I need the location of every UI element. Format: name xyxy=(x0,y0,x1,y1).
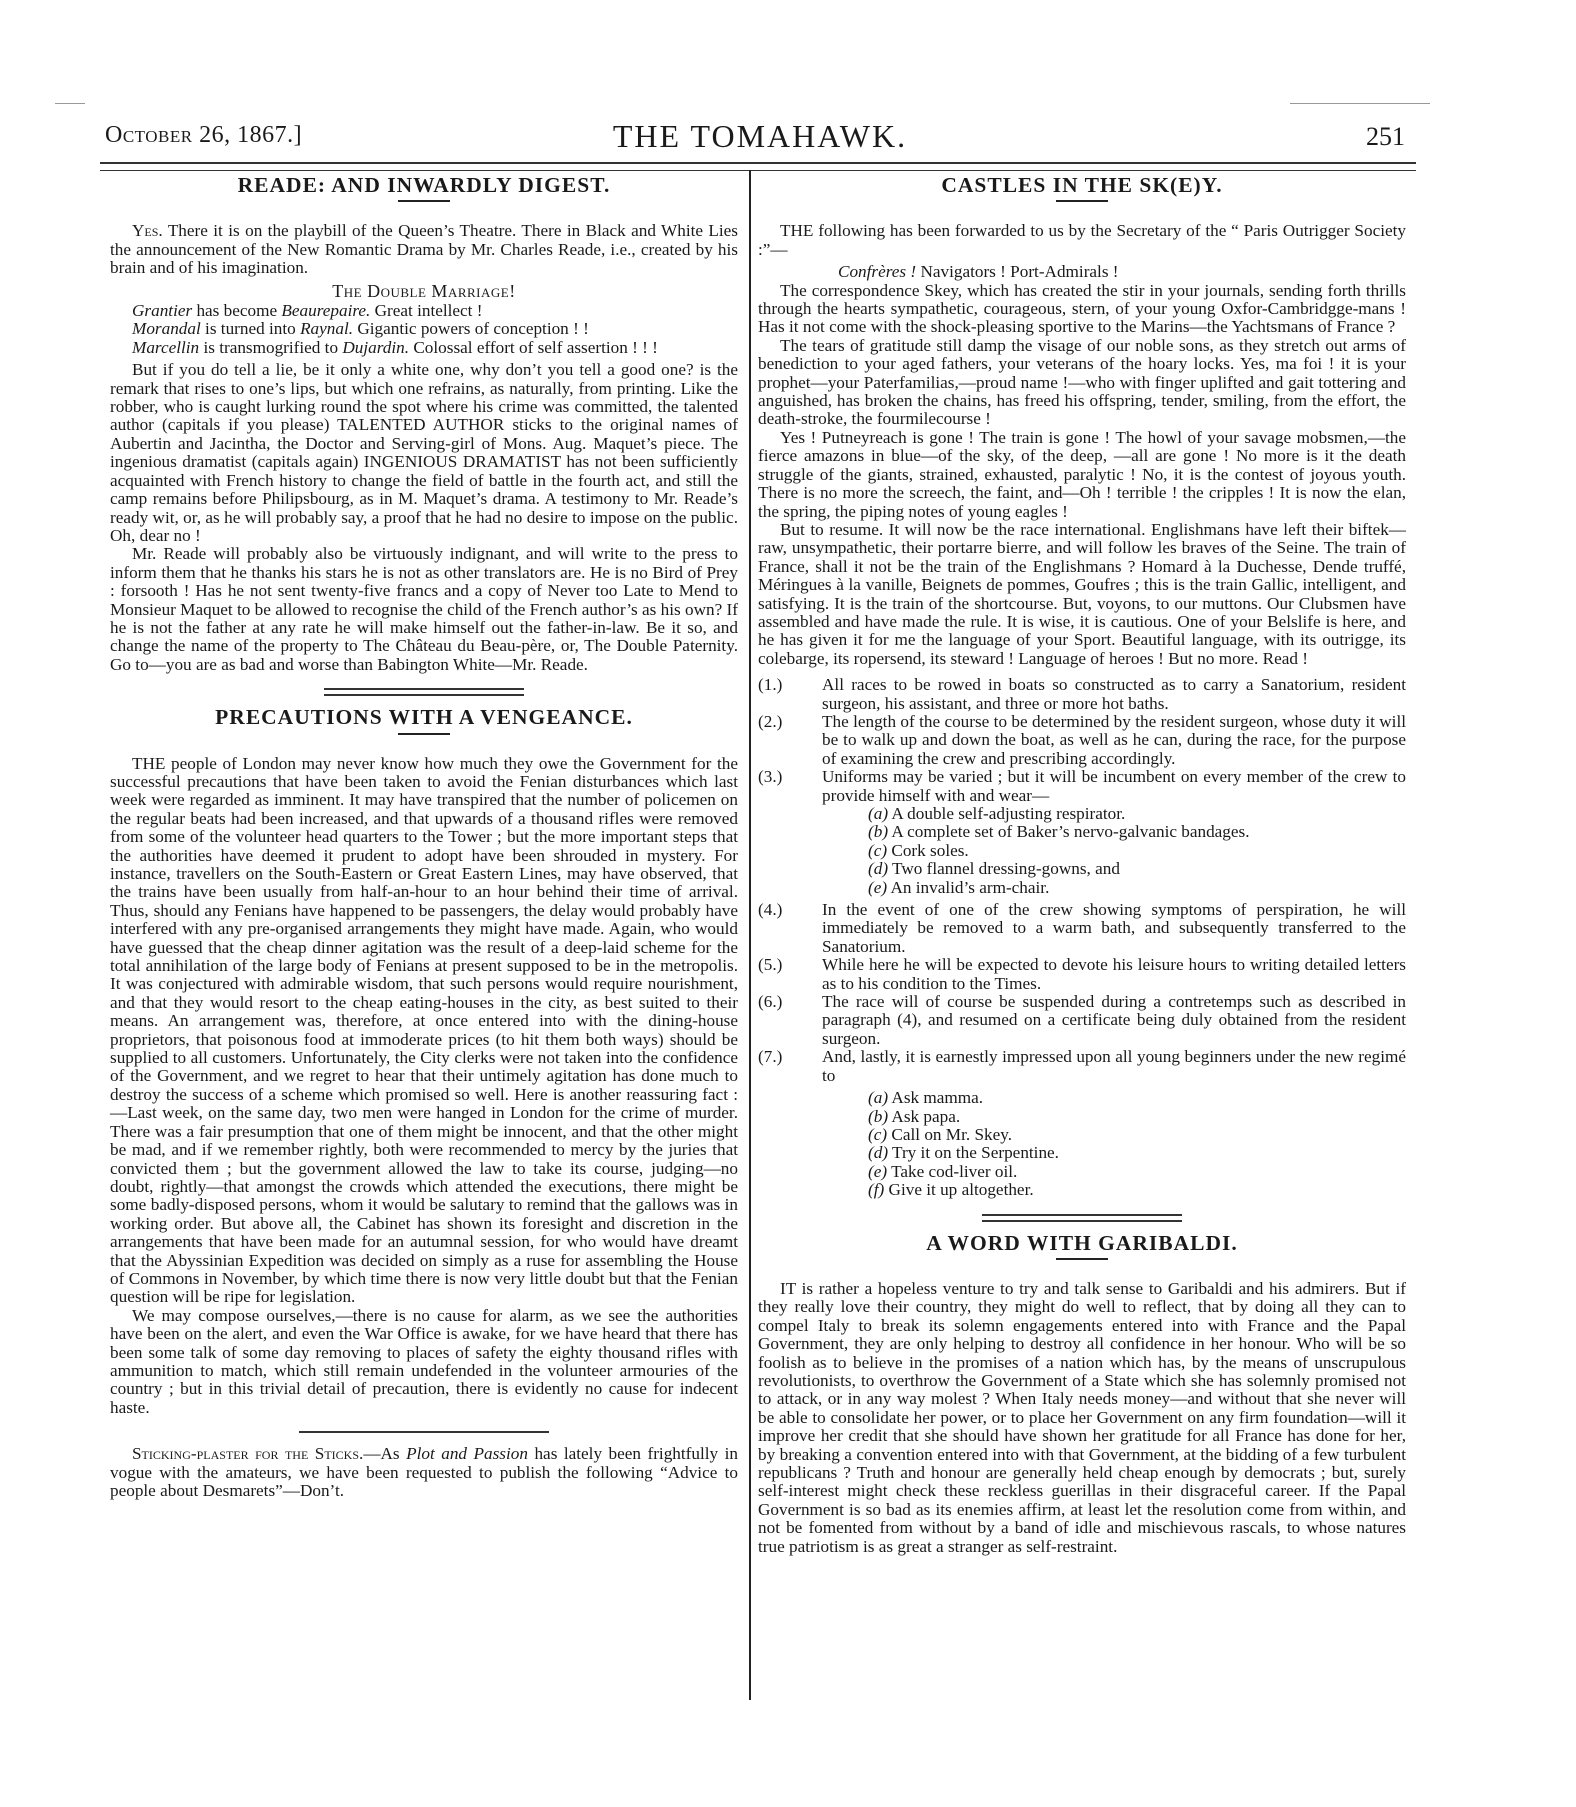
article-separator xyxy=(982,1214,1182,1222)
article-headline: READE: AND INWARDLY DIGEST. xyxy=(237,173,611,197)
article-paragraph: Mr. Reade will probably also be virtuously indignant, and will write to the press to inform them that he thanks his stars he is not as other translators are. He is no Bird of Prey : forsooth ! Has he not sent twenty-five francs and a copy of Never too Late to Mend to Monsieur Maquet to be allowed to recognise the child of the French author’s as his own? If he is not the father at any rate he will make himself out the father-in-law. Be it so, and change the name of the property to The Château du Beau-père, or, The Double Paternity. Go to—you are as bad and worse than Babington White—Mr. Reade. xyxy=(110,544,738,674)
scan-edge-mark xyxy=(55,103,85,104)
rule-item: (3.) Uniforms may be varied ; but it will be incumbent on every member of the crew to provide himself with and wear— xyxy=(758,767,1406,805)
sub-item: (b) A complete set of Baker’s nervo-galvanic bandages. xyxy=(868,822,1250,842)
rule-item: (6.) The race will of course be suspended during a contretemps such as described in paragraph (4), and resumed on a certificate being duly obtained from the resident surgeon. xyxy=(758,992,1406,1048)
masthead xyxy=(105,118,1415,158)
article-sticking-plaster xyxy=(110,1445,738,1500)
article-headline: PRECAUTIONS WITH A VENGEANCE. xyxy=(215,705,633,730)
rule-item: (2.) The length of the course to be determined by the resident surgeon, whose duty it will be to walk up and down the boat, as well as he can, during the race, for the purpose of examining the crew and prescribing accordingly. xyxy=(758,711,1406,768)
sub-item: (a) A double self-adjusting respirator. xyxy=(868,804,1126,823)
sub-item: (d) Try it on the Serpentine. xyxy=(868,1143,1059,1163)
article-separator xyxy=(299,1431,549,1433)
sub-item: (c) Call on Mr. Skey. xyxy=(868,1124,1013,1144)
scan-edge-mark xyxy=(1290,103,1430,104)
rules-list xyxy=(758,676,1406,1199)
article-paragraph: IT is rather a hopeless venture to try and talk sense to Garibaldi and his admirers. But if they really love their country, they might do well to reflect, that by doing all they can to compel Italy to break its solemn engagements entered into with France and the Papal Government, they are only helping to destroy all confidence in her honour. Who will be so foolish as to believe in the promises of a nation which has, by the means of unscrupulous revolutionists, to overthrow the Government of a State which she has solemnly promised not to attack, or in any way molest ? When Italy needs money—and without that she never will be able to consolidate her power, or to place her Government on any firm foundation—will it improve her credit that she should have shown her gratitude for all France has done for her, by breaking a convention entered into with that Government, at the bidding of a few turbulent republicans ? Truth and honour are generally held cheap enough by democrats ; but, surely self-interest might check these reckless guerillas in their disgraceful career. If the Papal Government is so bad as its enemies affirm, at least let the resolution come from within, and not be fomented from without by a band of idle and mischievous rascals, to whose natures true patriotism is as great a stranger as self-restraint. xyxy=(758,1278,1406,1556)
subheading: The Double Marriage! xyxy=(332,280,516,301)
sub-item: (f) Give it up altogether. xyxy=(868,1180,1034,1200)
article-paragraph: THE people of London may never know how much they owe the Government for the successful precautions that have been taken to avoid the Fenian disturbances which last week were regarded as imminent. It may have transpired that the number of policemen on the regular beats had been increased, and that upwards of a thousand rifles were removed from some of the volunteer head quarters to the Tower ; but the more important steps that the authorities have deemed it prudent to adopt have been shrouded in mystery. For instance, travellers on the South-Eastern or Great Eastern Lines, may have observed, that the trains have been usually from half-an-hour to an hour behind their time of arrival. Thus, should any Fenians have happened to be passengers, the delay would probably have interfered with any pre-organised arrangements they might have made. Again, who would have guessed that the cheap dinner agitation was the result of a deep-laid scheme for the total annihilation of the large body of Fenians at present supposed to be in the metropolis. It was conjectured with admirable wisdom, that such persons would require nourishment, and that they would resort to the cheap eating-houses in the city, as best suited to their means. An arrangement was, therefore, at once entered into with the dining-house proprietors, that poisonous food at immoderate prices (to hit them both ways) should be supplied to all customers. Unfortunately, the City clerks were not taken into the confidence of the Government, and we regret to hear that their untimely agitation has done much to destroy the success of a scheme which promised so well. Here is another reassuring fact :—Last week, on the same day, two men were hanged in London for the crime of murder. There was a fair presumption that one of them might be innocent, and that the other might be mad, and if we remember rightly, both were recommended to mercy by the juries that convicted them ; but the government allowed the law to take its course, judging—no doubt, rightly—that amongst the crowds which attended the executions, there might be some badly-disposed persons, whom it would be salutary to remind that the gallows was in working order. But above all, the Cabinet has shown its foresight and discretion in the arrangements that have been made for an autumnal session, for who would have dreamt that the Abyssinian Expedition was decided on simply as a ruse for assembling the House of Commons in November, by which time there is now very little doubt but that the Fenian question will be ripe for legislation. xyxy=(110,753,738,1307)
article-intro: THE following has been forwarded to us by the Secretary of the “ Paris Outrigger Society :”— xyxy=(758,221,1406,259)
column-divider xyxy=(749,170,751,1700)
article-precautions xyxy=(110,705,738,1417)
right-column xyxy=(758,170,1406,1556)
article-paragraph: We may compose ourselves,—there is no cause for alarm, as we see the authorities have been on the alert, and even the War Office is awake, for we have heard that there has been some talk of some day removing to places of safety the eighty thousand rifles with ammunition to match, which still remain undefended in the volunteer armouries of the country ; but in this trivial detail of precaution, there is evidently no cause for indecent haste. xyxy=(110,1305,738,1417)
sub-item: (a) Ask mamma. xyxy=(868,1088,984,1108)
article-paragraph: Yes. There it is on the playbill of the Queen’s Theatre. There in Black and White Lies the announcement of the New Romantic Drama by Mr. Charles Reade, i.e., created by his brain and of his imagination. xyxy=(110,221,738,278)
verse-line: Grantier has become Beaurepaire. Great intellect ! xyxy=(132,301,483,321)
headline-rule xyxy=(398,200,450,202)
article-paragraph: Sticking-plaster for the Sticks.—As Plot and Passion has lately been frightfully in vogue with the amateurs, we have been requested to publish the following “Advice to people about Desmarets”—Don’t. xyxy=(110,1444,739,1500)
article-headline: A WORD WITH GARIBALDI. xyxy=(926,1230,1238,1255)
rule-item: (7.) And, lastly, it is earnestly impressed upon all young beginners under the new regimé to xyxy=(758,1047,1406,1085)
article-paragraph: The tears of gratitude still damp the visage of our noble sons, as they stretch out arms of benediction to your aged fathers, your veterans of the hoary locks. Yes, ma foi ! it is your prophet—your Paterfamilias,—proud name !—who with finger uplifted and gait tottering and anguished, has broken the chains, has freed his offspring, tender, smiling, from the effort, the death-stroke, the fourmilecourse ! xyxy=(758,335,1406,429)
newspaper-title: THE TOMAHAWK. xyxy=(612,118,908,154)
article-paragraph: Yes ! Putneyreach is gone ! The train is gone ! The howl of your savage mobsmen,—the fierce amazons in blue—of the sky, of the deep, —all are gone ! No more is it the death struggle of the giants, strained, exhausted, paralytic ! No, it is the contest of joyous youth. There is no more the screech, the faint, and—Oh ! terrible ! the cripples ! It is now the elan, the spring, the piping notes of young eagles ! xyxy=(758,427,1406,521)
issue-date: October 26, 1867.] xyxy=(105,122,303,148)
article-paragraph: But to resume. It will now be the race international. Englishmans have left their biftek—raw, unsympathetic, their portarre bierre, and will follow les braves of the Seine. The train of France, shall it not be the train of the Englishmans ? Homard à la Duchesse, Dende truffé, Méringues à la vanille, Beignets de pommes, Goufres ; this is the train Gallic, intelligent, and satisfying. It is the train of the shortcourse. But, voyons, to our muttons. Our Clubsmen have assembled and have made the rule. It is wise, it is cautious. One of your Belslife is here, and he has given it for me the language of your Sport. Beautiful language, with its outrigge, its colebarge, its ropersend, its steward ! Language of heroes ! But no more. Read ! xyxy=(758,519,1406,668)
sub-item: (d) Two flannel dressing-gowns, and xyxy=(868,859,1120,879)
rule-item: (1.) All races to be rowed in boats so constructed as to carry a Sanatorium, resident surgeon, his assistant, and three or more hot baths. xyxy=(758,675,1406,713)
sub-item: (b) Ask papa. xyxy=(868,1106,961,1126)
sub-item: (c) Cork soles. xyxy=(868,840,969,860)
rule-item: (5.) While here he will be expected to devote his leisure hours to writing detailed letters as to his condition to the Times. xyxy=(758,955,1406,993)
article-paragraph: But if you do tell a lie, be it only a white one, why don’t you tell a good one? is the remark that rises to one’s lips, but which one refrains, as naturally, from printing. Like the robber, who is caught lurking round the spot where his crime was committed, the talented author (capitals if you please) TALENTED AUTHOR sticks to the original names of Aubertin and Jacintha, the Doctor and Serving-girl of Mons. Aug. Maquet’s piece. The ingenious dramatist (capitals again) INGENIOUS DRAMATIST has not been sufficiently acquainted with French history to change the field of battle in the fourth act, and still the camp remains before Philipsbourg, as in M. Maquet’s drama. A testimony to Mr. Reade’s ready wit, or, as he will probably say, a proof that he had no desire to impose on the public. Oh, dear no ! xyxy=(110,360,738,545)
headline-rule xyxy=(1056,200,1108,202)
article-reade xyxy=(110,173,738,674)
headline-rule xyxy=(1056,1258,1108,1260)
rule-item: (4.) In the event of one of the crew showing symptoms of perspiration, he will immediately be removed to a warm bath, and subsequently transferred to the Sanatorium. xyxy=(758,900,1406,956)
article-castles xyxy=(758,173,1406,1200)
salutation: Confrères ! Navigators ! Port-Admirals ! xyxy=(838,262,1119,282)
article-separator xyxy=(324,688,524,696)
sub-item: (e) Take cod-liver oil. xyxy=(868,1161,1018,1181)
page-number: 251 xyxy=(1366,122,1405,151)
headline-rule xyxy=(398,733,450,735)
article-paragraph: The correspondence Skey, which has created the stir in your journals, sending forth thrills through the hearts sympathetic, courageous, stern, of your young Oxfor-Cambridgge-mans ! Has it not come with the shock-pleasing sportive to the Marins—the Yachtsmans of France ? xyxy=(758,280,1406,337)
verse-line: Marcellin is transmogrified to Dujardin. Colossal effort of self assertion ! ! ! xyxy=(132,337,658,357)
article-headline: CASTLES IN THE SK(E)Y. xyxy=(941,173,1223,197)
article-garibaldi xyxy=(758,1230,1406,1557)
left-column xyxy=(110,170,738,1500)
verse-line: Morandal is turned into Raynal. Gigantic powers of conception ! ! xyxy=(132,319,589,339)
sub-item: (e) An invalid’s arm-chair. xyxy=(868,877,1050,897)
